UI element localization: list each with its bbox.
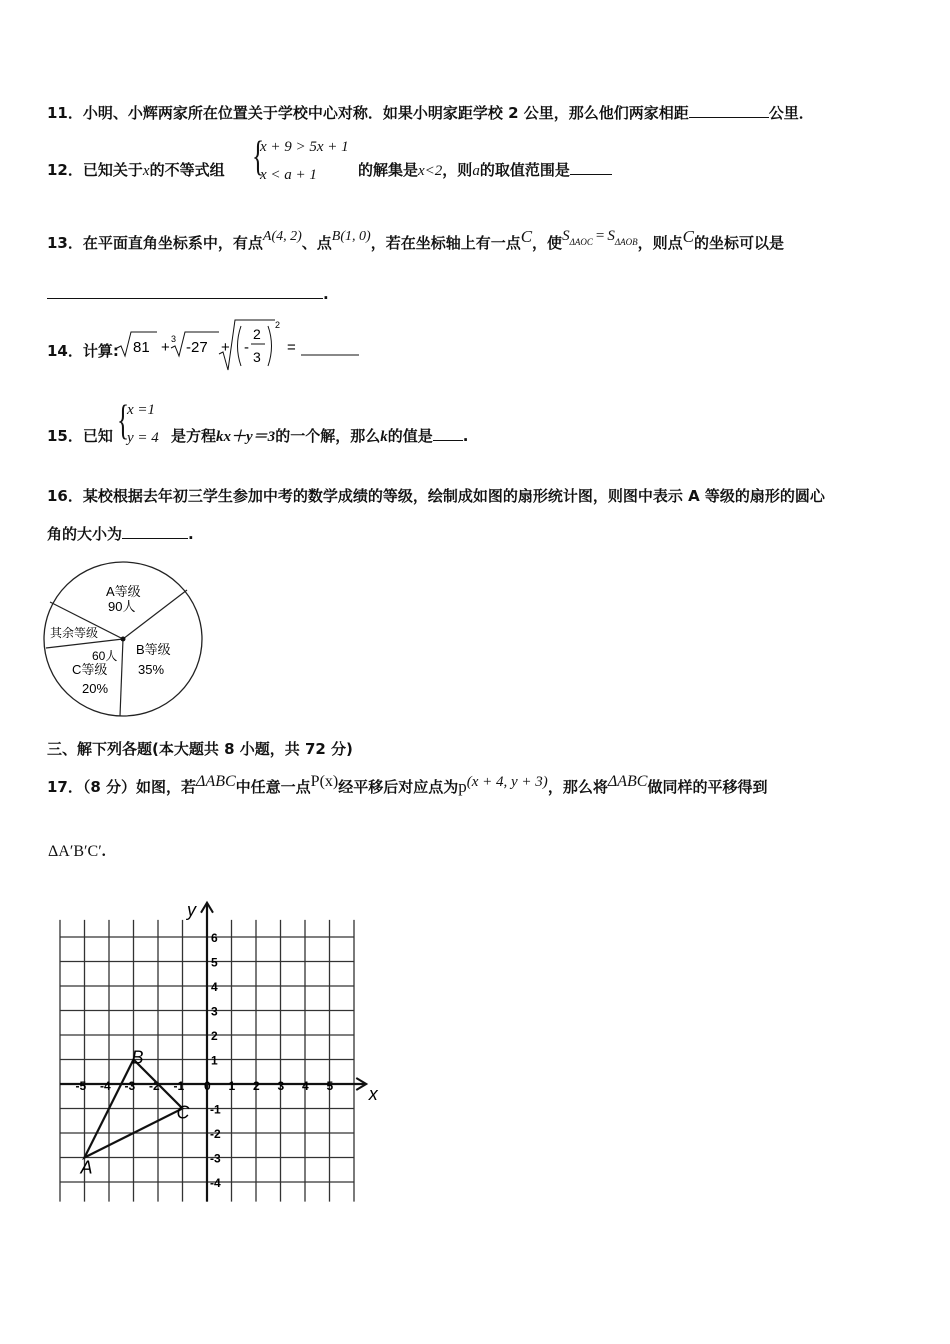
slice-b-label: B等级	[136, 642, 171, 657]
question-13-line2: .	[47, 284, 329, 304]
question-16-line2: 角的大小为 .	[47, 525, 194, 543]
x-tick-label: -2	[149, 1079, 160, 1093]
y-tick-label: 4	[211, 980, 218, 994]
x-tick-label: -4	[100, 1079, 111, 1093]
y-tick-label: 3	[211, 1004, 218, 1019]
equals-sign: =	[287, 339, 296, 356]
y-tick-label: -3	[210, 1151, 221, 1166]
y-tick-label: -4	[210, 1176, 221, 1190]
minus-sign: -	[244, 339, 249, 356]
y-tick-label: -1	[210, 1102, 221, 1117]
answer-blank[interactable]	[122, 524, 188, 539]
frac-numerator: 2	[253, 326, 261, 342]
vertex-a-label: A	[80, 1157, 93, 1178]
answer-blank[interactable]	[570, 160, 612, 175]
system-brace: {	[252, 134, 265, 180]
x-tick-label: 1	[228, 1079, 236, 1093]
slice-other-label: 其余等级	[50, 626, 99, 640]
y-axis-label: y	[187, 900, 196, 921]
section-3-title: 三、解下列各题(本大题共 8 小题，共 72 分)	[47, 740, 353, 758]
answer-blank[interactable]	[689, 103, 769, 118]
plus-sign: +	[161, 339, 170, 356]
radicand-neg27: -27	[186, 339, 208, 356]
question-15-tail: 是方程kx＋y＝3的一个解，那么k的值是 .	[171, 427, 469, 445]
x-tick-label: 5	[326, 1079, 334, 1093]
y-tick-label: 1	[211, 1053, 218, 1068]
x-tick-label: -1	[173, 1079, 185, 1093]
pie-center	[121, 637, 126, 642]
x-tick-label: 2	[253, 1079, 260, 1093]
radicand-81: 81	[133, 339, 150, 356]
plus-sign-2: +	[221, 339, 230, 356]
calc-expression	[115, 318, 375, 374]
inequality-1: x + 9 > 5x + 1	[260, 139, 349, 155]
question-12-tail: 的解集是x<2，则a的取值范围是	[358, 160, 612, 181]
question-14: 14．计算:	[47, 342, 119, 360]
power-2: 2	[275, 320, 281, 330]
question-17: 17．（8 分）如图，若ΔABC中任意一点P(x)经平移后对应点为p(x + 4, y + 3)，那么将ΔABC做同样的平移得到	[47, 773, 768, 796]
slice-c-label: C等级	[72, 662, 108, 677]
slice-b-value: 35%	[138, 662, 165, 677]
x-tick-label: 4	[302, 1079, 309, 1093]
slice-other-value: 60人	[92, 649, 118, 663]
equation-y: y = 4	[127, 430, 159, 446]
slice-c-value: 20%	[82, 681, 109, 696]
slice-a-label: A等级	[106, 584, 141, 599]
system-brace-2: {	[117, 398, 130, 444]
equation-x: x =1	[127, 402, 156, 418]
question-16: 16．某校根据去年初三学生参加中考的数学成绩的等级，绘制成如图的扇形统计图，则图中表示 A 等级的扇形的圆心	[47, 487, 825, 505]
frac-denominator: 3	[253, 349, 261, 365]
y-tick-label: 2	[211, 1029, 218, 1043]
x-tick-label: 0	[204, 1079, 211, 1093]
answer-blank[interactable]	[47, 284, 323, 299]
y-tick-label: -2	[210, 1127, 221, 1141]
question-13: 13．在平面直角坐标系中，有点A(4, 2)、点B(1, 0)，若在坐标轴上有一点C，使$S^{\Delta AOC} = S^{\Delta AOB}$，则点C的坐标可以是	[47, 227, 784, 252]
y-tick-label: 6	[211, 931, 218, 945]
coordinate-grid	[55, 900, 378, 1190]
answer-blank[interactable]	[433, 426, 463, 441]
y-tick-label: 5	[211, 955, 218, 970]
root-index: 3	[171, 334, 177, 344]
x-tick-label: -5	[75, 1079, 87, 1093]
result-triangle: ΔA′B′C′.	[48, 843, 106, 860]
question-11: 11．小明、小辉两家所在位置关于学校中心对称．如果小明家距学校 2 公里，那么他们两家相距 公里．	[47, 104, 814, 122]
question-12: 12．已知关于x的不等式组	[47, 161, 225, 179]
vertex-b-label: B	[131, 1047, 144, 1068]
x-tick-label: -3	[124, 1079, 136, 1093]
slice-a-value: 90人	[108, 599, 136, 614]
question-15: 15．已知	[47, 427, 113, 445]
pie-chart	[40, 560, 210, 722]
vertex-c-label: C	[176, 1102, 190, 1123]
x-axis-label: x	[368, 1084, 378, 1104]
inequality-2: x < a + 1	[260, 167, 317, 183]
x-tick-label: 3	[277, 1079, 285, 1093]
